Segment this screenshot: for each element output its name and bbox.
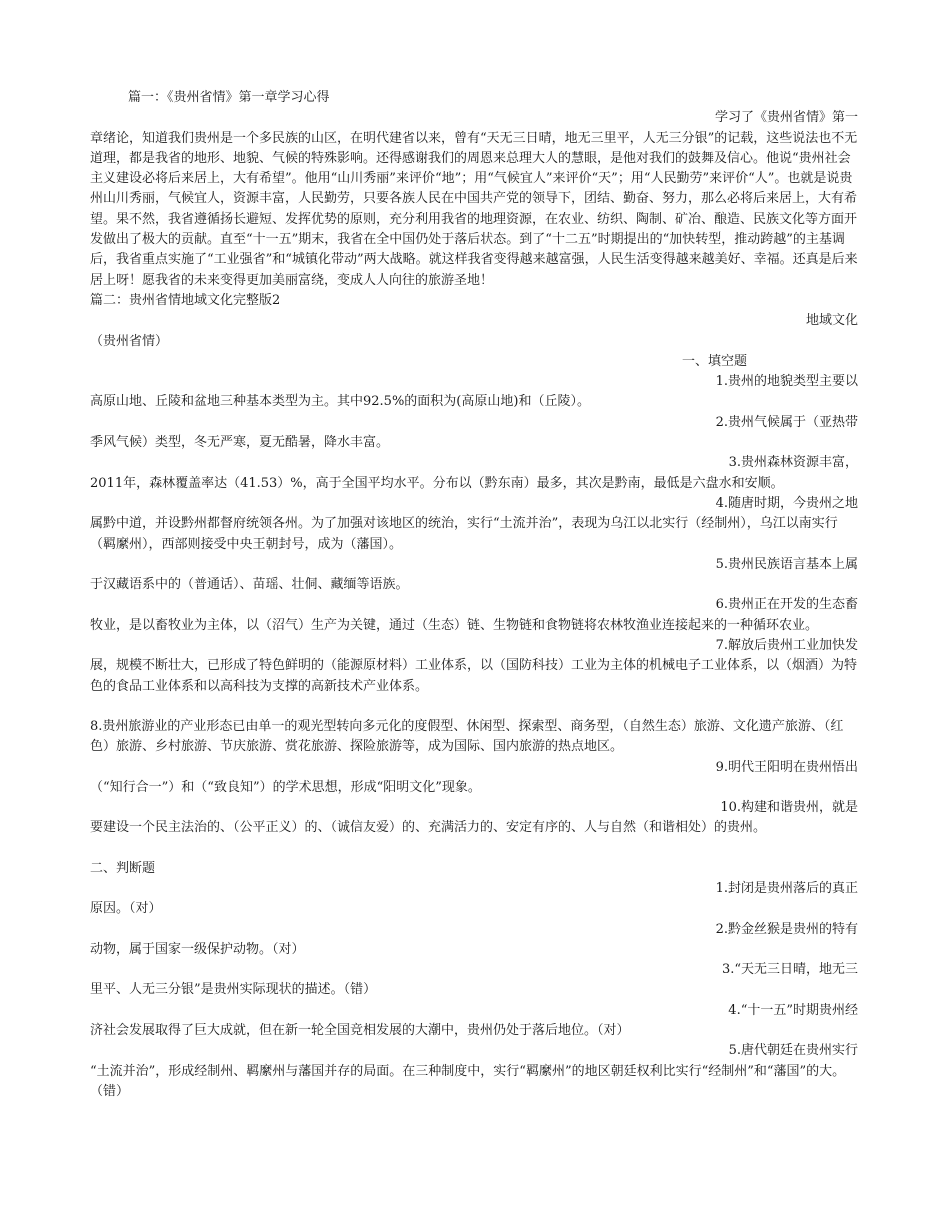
question-start: 4.“十一五”时期贵州经 (728, 1002, 858, 1018)
question-start: 10.构建和谐贵州，就是 (720, 800, 858, 816)
question-body: 属黔中道，并设黔州都督府统领各州。为了加强对该地区的统治，实行“土流并治”，表现为乌江以北实行（经制州），乌江以南实行（羁縻州），西部则接受中央王朝封号，成为（藩国）。 (90, 516, 838, 552)
question-body: 2011年，森林覆盖率达（41.53）%，高于全国平均水平。分布以（黔东南）最多，其次是黔南，最低是六盘水和安顺。 (90, 475, 784, 491)
question-body: 8.贵州旅游业的产业形态已由单一的观光型转向多元化的度假型、休闲型、探索型、商务型，（自然生态）旅游、文化遗产旅游、（红色）旅游、乡村旅游、节庆旅游、赏花旅游、探险旅游等，成为国际、国内旅游的热点地区。 (90, 718, 844, 755)
question-start: 9.明代王阳明在贵州悟出 (715, 759, 858, 775)
question-body: 牧业，是以畜牧业为主体，以（沼气）生产为关键，通过（生态）链、生物链和食物链将农林牧渔业连接起来的一种循环农业。 (90, 617, 819, 633)
question-start: 5.唐代朝廷在贵州实行 (728, 1043, 858, 1059)
true-false-heading: 二、判断题 (90, 860, 156, 876)
question-body: 济社会发展取得了巨大成就，但在新一轮全国竞相发展的大潮中，贵州仍处于落后地位。（对） (90, 1023, 630, 1039)
question-start: 6.贵州正在开发的生态畜 (715, 597, 858, 613)
article-one-body: 章绪论，知道我们贵州是一个多民族的山区，在明代建省以来，曾有“天无三日晴，地无三里平，人无三分银”的记载，这些说法也不无道理，都是我省的地形、地貌、气候的特殊影响。还得感谢我们的周恩来总理大人的慧眼，是他对我们的鼓舞及信心。他说“贵州社会主义建设必将后来居上，大有希望”。他用“山川秀丽”来评价“地”；用“气候宜人”来评价“天”；用“人民勤劳”来评价“人”。也就是说贵州山川秀丽，气候宜人，资源丰富，人民勤劳，只要各族人民在中国共产党的领导下，团结、勤奋、努力，那么必将后来居上，大有希望。果不然，我省遵循扬长避短、发挥优势的原则，充分利用我省的地理资源，在农业、纺织、陶制、矿冶、酿造、民族文化等方面开发做出了极大的贡献。直至“十一五”期末，我省在全中国仍处于落后状态。到了“十二五”时期提出的“加快转型，推动跨越”的主基调后，我省重点实施了“工业强省”和“城镇化带动”两大战略。就这样我省变得越来越富强，人民生活变得越来越美好、幸福。还真是后来居上呀！愿我省的未来变得更加美丽富绕，变成人人向往的旅游圣地！ (90, 130, 858, 288)
blank-line (90, 839, 858, 859)
question-start: 2.贵州气候属于（亚热带 (715, 414, 858, 430)
question-body: 原因。（对） (90, 901, 162, 917)
question-body: 要建设一个民主法治的、（公平正义）的、（诚信友爱）的、充满活力的、安定有序的、人与自然（和谐相处）的贵州。 (90, 820, 767, 836)
question-body: 动物，属于国家一级保护动物。（对） (90, 941, 305, 957)
text-line: 学习了《贵州省情》第一 (714, 110, 858, 126)
fill-blank-heading: 一、填空题 (682, 353, 748, 369)
question-start: 1.封闭是贵州落后的真正 (715, 880, 858, 896)
question-body: 展，规模不断壮大，已形成了特色鲜明的（能源原材料）工业体系，以（国防科技）工业为主体的机械电子工业体系，以（烟酒）为特色的食品工业体系和以高科技为支撑的高新技术产业体系。 (90, 658, 858, 694)
section-heading: 地域文化 (805, 313, 858, 329)
question-body: 里平、人无三分银”是贵州实际现状的描述。（错） (90, 982, 377, 998)
question-body: 季风气候）类型，冬无严寒，夏无酷暑，降水丰富。 (90, 435, 390, 451)
question-start: 5.贵州民族语言基本上属 (715, 556, 858, 572)
question-body: “土流并治”，形成经制州、羁縻州与藩国并存的局面。在三种制度中，实行“羁縻州”的地区朝廷权利比实行“经制州”和“藩国”的大。（错） (90, 1063, 846, 1099)
question-body: （“知行合一”）和（“致良知”）的学术思想，形成“阳明文化”现象。 (90, 779, 481, 795)
question-body: 于汉藏语系中的（普通话）、苗瑶、壮侗、藏缅等语族。 (90, 577, 409, 593)
article-one-title: 篇一：《贵州省情》第一章学习心得 (128, 90, 330, 105)
question-start: 2.黔金丝猴是贵州的特有 (715, 921, 858, 937)
article-two-title: 篇二：贵州省情地域文化完整版2 (90, 292, 281, 308)
question-start: 3.“天无三日晴，地无三 (721, 962, 858, 978)
question-start: 4.随唐时期，今贵州之地 (715, 495, 858, 511)
question-body: 高原山地、丘陵和盆地三种基本类型为主。其中92.5%的面积为(高原山地)和（丘陵）。 (90, 394, 590, 410)
question-start: 3.贵州森林资源丰富， (728, 455, 858, 471)
question-start: 1.贵州的地貌类型主要以 (715, 374, 858, 390)
blank-line (90, 697, 858, 717)
section-subheading: （贵州省情） (90, 333, 169, 349)
question-start: 7.解放后贵州工业加快发 (715, 638, 858, 654)
